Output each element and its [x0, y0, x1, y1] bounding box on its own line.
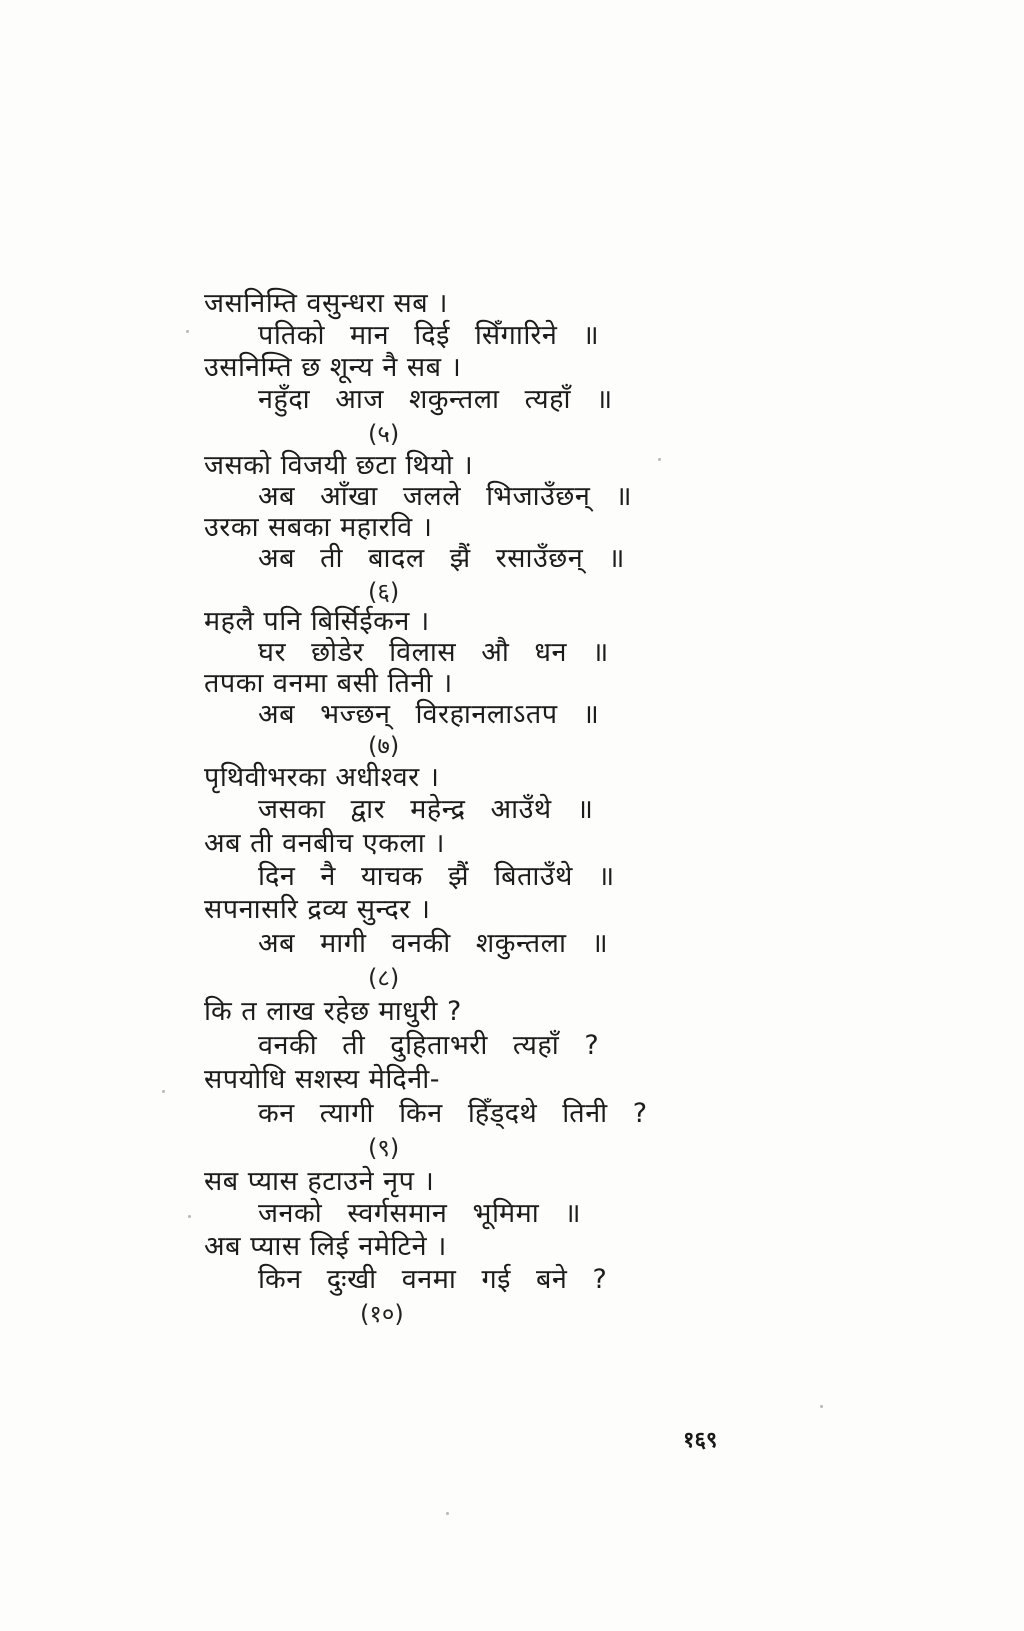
verse-line: अब मागी वनकी शकुन्तला ॥: [258, 928, 609, 959]
verse-line: पतिको मान दिई सिँगारिने ॥: [258, 320, 600, 351]
verse-line: सपनासरि द्रव्य सुन्दर ।: [204, 894, 431, 925]
stanza-number: (८): [368, 964, 400, 992]
verse-line: कि त लाख रहेछ माधुरी ?: [204, 996, 462, 1027]
stanza-number: (७): [368, 732, 400, 760]
scan-speck: [658, 458, 661, 461]
verse-line: अब ती बादल झैं रसाउँछन् ॥: [258, 543, 625, 574]
stanza-number: (९): [368, 1134, 400, 1162]
verse-line: वनकी ती दुहिताभरी त्यहाँ ?: [258, 1030, 600, 1061]
verse-line: उसनिम्ति छ शून्य नै सब ।: [204, 352, 462, 383]
verse-line: सब प्यास हटाउने नृप ।: [204, 1166, 435, 1197]
verse-line: अब प्यास लिई नमेटिने ।: [204, 1231, 447, 1262]
verse-line: जसका द्वार महेन्द्र आउँथे ॥: [258, 794, 594, 825]
verse-line: महलै पनि बिर्सिईकन ।: [204, 606, 430, 637]
verse-line: किन दुःखी वनमा गई बने ?: [258, 1264, 608, 1295]
verse-line: जसनिम्ति वसुन्धरा सब ।: [204, 288, 448, 319]
scan-speck: [188, 1215, 191, 1218]
verse-line: सपयोधि सशस्य मेदिनी-: [204, 1064, 440, 1095]
verse-line: घर छोडेर विलास औ धन ॥: [258, 637, 609, 668]
scan-speck: [446, 1512, 449, 1515]
verse-line: अब आँखा जलले भिजाउँछन् ॥: [258, 481, 633, 512]
verse-line: नहुँदा आज शकुन्तला त्यहाँ ॥: [258, 384, 613, 415]
verse-line: दिन नै याचक झैं बिताउँथे ॥: [258, 861, 615, 892]
verse-line: अब भज्छन् विरहानलाऽतप ॥: [258, 699, 600, 730]
page-number: १६९: [683, 1428, 718, 1453]
verse-line: उरका सबका महारवि ।: [204, 512, 433, 543]
scan-speck: [820, 1405, 823, 1408]
verse-line: जनको स्वर्गसमान भूमिमा ॥: [258, 1198, 582, 1229]
scan-speck: [186, 330, 189, 333]
stanza-number: (५): [368, 420, 400, 448]
verse-line: जसको विजयी छटा थियो ।: [204, 450, 474, 481]
scan-speck: [162, 1090, 165, 1093]
verse-line: कन त्यागी किन हिँड्दथे तिनी ?: [258, 1098, 648, 1129]
stanza-number: (६): [368, 578, 400, 606]
stanza-number: (१०): [360, 1300, 404, 1328]
verse-line: अब ती वनबीच एकला ।: [204, 828, 446, 859]
verse-line: पृथिवीभरका अधीश्वर ।: [204, 762, 440, 793]
verse-line: तपका वनमा बसी तिनी ।: [204, 668, 453, 699]
